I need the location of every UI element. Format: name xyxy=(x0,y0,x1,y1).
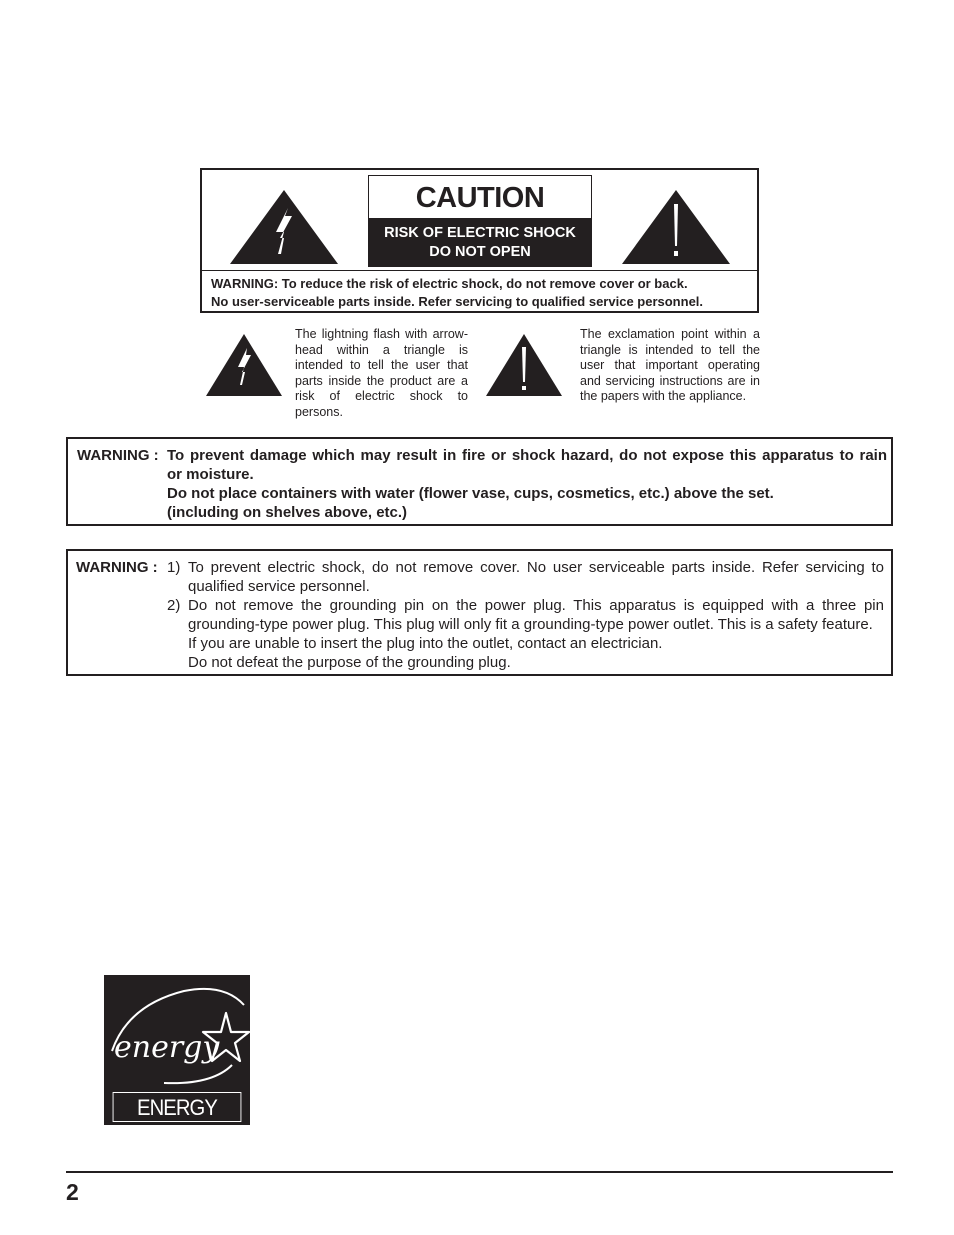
footer-rule xyxy=(66,1171,893,1173)
lightning-symbol-description: The lightning flash with arrow-head within a triangle is intended to tell the user that parts inside the product are a risk of electric shock to persons. xyxy=(295,327,468,419)
warning-box-electric-shock xyxy=(66,549,893,676)
electric-shock-warning-icon xyxy=(228,188,340,266)
energy-script-text: energy xyxy=(114,1030,220,1065)
warning-line: (including on shelves above, etc.) xyxy=(167,504,408,521)
caution-label xyxy=(368,175,592,267)
warning-label: WARNING : xyxy=(76,559,158,576)
caution-subtitle-line1: RISK OF ELECTRIC SHOCK xyxy=(384,224,576,241)
warning-box-fire-shock xyxy=(66,437,893,526)
energy-star-logo xyxy=(104,975,250,1150)
warning-item-paragraph: If you are unable to insert the plug into the outlet, contact an electrician. xyxy=(188,635,663,652)
caution-warning-line2: No user-serviceable parts inside. Refer servicing to qualified service personnel. xyxy=(211,294,704,309)
warning-line: or moisture. xyxy=(167,466,254,483)
exclamation-triangle-icon xyxy=(485,333,563,397)
warning-line: To prevent damage which may result in fire or shock hazard, do not expose this apparatus to rain xyxy=(167,447,887,464)
warning-item-number: 1) xyxy=(167,559,181,576)
lightning-triangle-icon xyxy=(205,333,283,397)
warning-line: Do not place containers with water (flower vase, cups, cosmetics, etc.) above the set. xyxy=(167,485,774,502)
caution-warning-line1: WARNING: To reduce the risk of electric shock, do not remove cover or back. xyxy=(211,276,688,291)
warning-item-number: 2) xyxy=(167,597,181,614)
warning-item-text: To prevent electric shock, do not remove cover. No user serviceable parts inside. Refer servicing to qualified service personnel. xyxy=(188,559,884,595)
warning-item xyxy=(167,558,887,596)
warning-body xyxy=(167,446,887,522)
warning-item xyxy=(167,596,887,672)
caution-box xyxy=(200,168,759,313)
energy-star-label: ENERGY STAR xyxy=(113,1092,242,1122)
warning-item-paragraph: Do not defeat the purpose of the grounding plug. xyxy=(188,654,511,671)
warning-item-text xyxy=(188,596,884,672)
caution-warning-text xyxy=(202,270,757,311)
exclamation-symbol-description: The exclamation point within a triangle is intended to tell the user that important operating and servicing instructions are in the papers with the appliance. xyxy=(580,327,760,403)
energy-star-emblem-icon xyxy=(104,975,250,1089)
caution-title: CAUTION xyxy=(415,182,545,214)
warning-item-paragraph: Do not remove the grounding pin on the power plug. This apparatus is equipped with a three pin grounding-type power plug. This plug will only fit a grounding-type power outlet. This is a safety feature. xyxy=(188,597,884,633)
caution-subtitle-line2: DO NOT OPEN xyxy=(429,243,531,260)
warning-label: WARNING : xyxy=(77,447,159,464)
page-number: 2 xyxy=(66,1179,79,1205)
exclamation-warning-icon xyxy=(620,188,732,266)
caution-subtitle xyxy=(369,218,591,267)
